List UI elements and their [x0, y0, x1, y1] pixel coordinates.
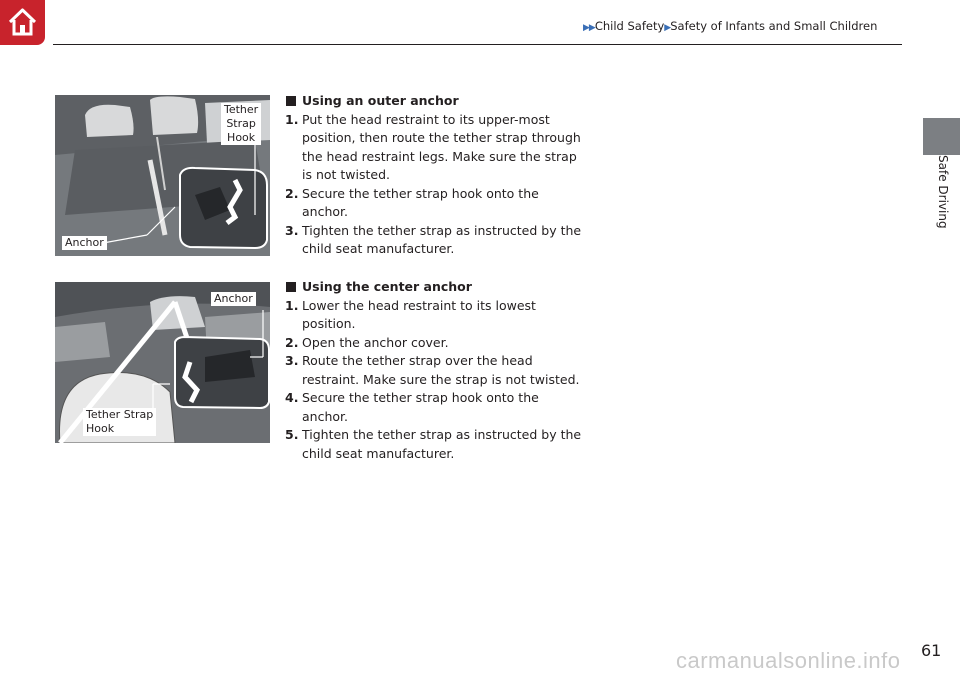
tether-hook-callout: Tether Strap Hook [221, 103, 261, 145]
outer-anchor-section [285, 92, 585, 259]
breadcrumb-arrow-icon: ▶▶ [583, 23, 595, 33]
header-divider [53, 44, 902, 45]
list-item: 1. Lower the head restraint to its lowest position. [285, 297, 536, 331]
breadcrumb-arrow-icon: ▶ [664, 23, 671, 33]
center-anchor-illustration [55, 282, 270, 443]
black-square-icon [286, 282, 296, 292]
home-button[interactable] [0, 0, 45, 45]
list-item: 4. Secure the tether strap hook onto the anchor. [285, 390, 539, 424]
black-square-icon [286, 96, 296, 106]
center-anchor-section [285, 278, 585, 463]
watermark: carmanualsonline.info [676, 648, 901, 673]
outer-anchor-illustration [55, 95, 270, 256]
list-item: 1. Put the head restraint to its upper-most position, then route the tether strap through the head restraint legs. Make sure the strap is not twisted. [285, 111, 581, 182]
list-item: 3. Tighten the tether strap as instructed by the child seat manufacturer. [285, 222, 582, 256]
section-heading: Using the center anchor [285, 278, 585, 297]
anchor-callout: Anchor [211, 292, 256, 306]
section-heading: Using an outer anchor [285, 92, 585, 111]
list-item: 2. Open the anchor cover. [285, 334, 449, 350]
breadcrumb-item-child-safety[interactable]: Child Safety [594, 19, 665, 33]
anchor-callout: Anchor [62, 236, 107, 250]
list-item: 2. Secure the tether strap hook onto the anchor. [285, 185, 539, 219]
list-item: 5. Tighten the tether strap as instructed by the child seat manufacturer. [285, 427, 582, 461]
side-tab-label: Safe Driving [936, 155, 950, 229]
home-icon [5, 5, 40, 40]
list-item: 3. Route the tether strap over the head restraint. Make sure the strap is not twisted. [285, 353, 580, 387]
side-tab-marker[interactable] [923, 118, 960, 155]
tether-hook-callout: Tether Strap Hook [83, 408, 156, 436]
breadcrumb [583, 19, 877, 33]
breadcrumb-item-safety-infants[interactable]: Safety of Infants and Small Children [670, 19, 878, 33]
page-number: 61 [921, 641, 942, 660]
